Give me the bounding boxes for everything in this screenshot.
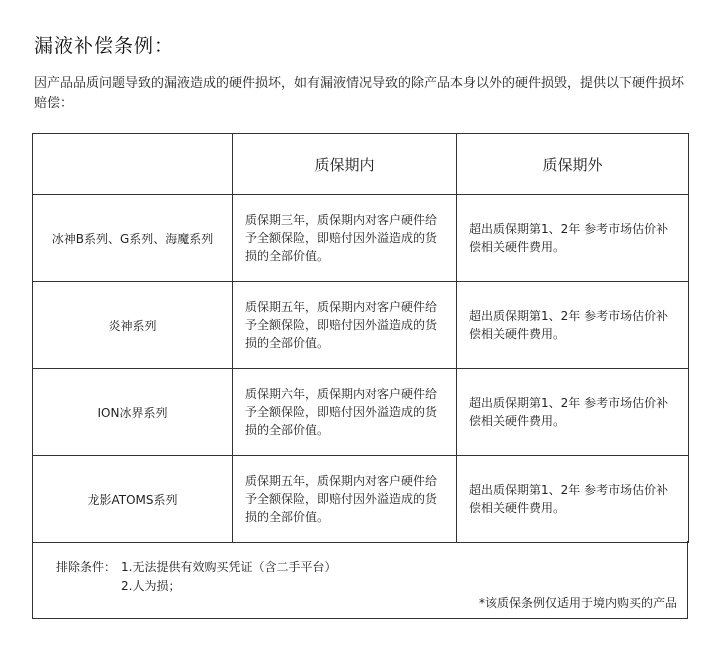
table-row <box>33 369 689 456</box>
header-series <box>33 134 233 195</box>
table-row <box>33 282 689 369</box>
series-name: 冰神B系列、G系列、海魔系列 <box>33 195 233 282</box>
out-warranty-cell: 超出质保期第1、2年 参考市场估价补偿相关硬件费用。 <box>457 282 689 369</box>
out-warranty-cell: 超出质保期第1、2年 参考市场估价补偿相关硬件费用。 <box>457 195 689 282</box>
in-warranty-cell: 质保期五年，质保期内对客户硬件给予全额保险，即赔付因外溢造成的货损的全部价值。 <box>233 282 457 369</box>
header-out-warranty: 质保期外 <box>457 134 689 195</box>
footnote: *该质保条例仅适用于境内购买的产品 <box>478 596 677 610</box>
intro-paragraph: 因产品品质问题导致的漏液造成的硬件损坏，如有漏液情况导致的除产品本身以外的硬件损毁，提供以下硬件损坏赔偿： <box>34 76 685 111</box>
page-title: 漏液补偿条例： <box>34 35 175 57</box>
out-warranty-cell: 超出质保期第1、2年 参考市场估价补偿相关硬件费用。 <box>457 369 689 456</box>
series-name: 龙影ATOMS系列 <box>33 456 233 543</box>
series-name: 炎神系列 <box>33 282 233 369</box>
series-name: ION冰界系列 <box>33 369 233 456</box>
in-warranty-cell: 质保期五年，质保期内对客户硬件给予全额保险，即赔付因外溢造成的货损的全部价值。 <box>233 456 457 543</box>
in-warranty-cell: 质保期三年，质保期内对客户硬件给予全额保险，即赔付因外溢造成的货损的全部价值。 <box>233 195 457 282</box>
out-warranty-cell: 超出质保期第1、2年 参考市场估价补偿相关硬件费用。 <box>457 456 689 543</box>
in-warranty-cell: 质保期六年，质保期内对客户硬件给予全额保险，即赔付因外溢造成的货损的全部价值。 <box>233 369 457 456</box>
warranty-table <box>32 133 689 543</box>
table-header-row <box>33 134 689 195</box>
exclusion-box <box>32 541 688 619</box>
exclusion-item: 1.无法提供有效购买凭证（含二手平台） <box>121 560 337 574</box>
table-row <box>33 456 689 543</box>
exclusion-item: 2.人为损； <box>121 579 181 593</box>
table-row <box>33 195 689 282</box>
header-in-warranty: 质保期内 <box>233 134 457 195</box>
exclusion-label: 排除条件： <box>56 560 117 574</box>
